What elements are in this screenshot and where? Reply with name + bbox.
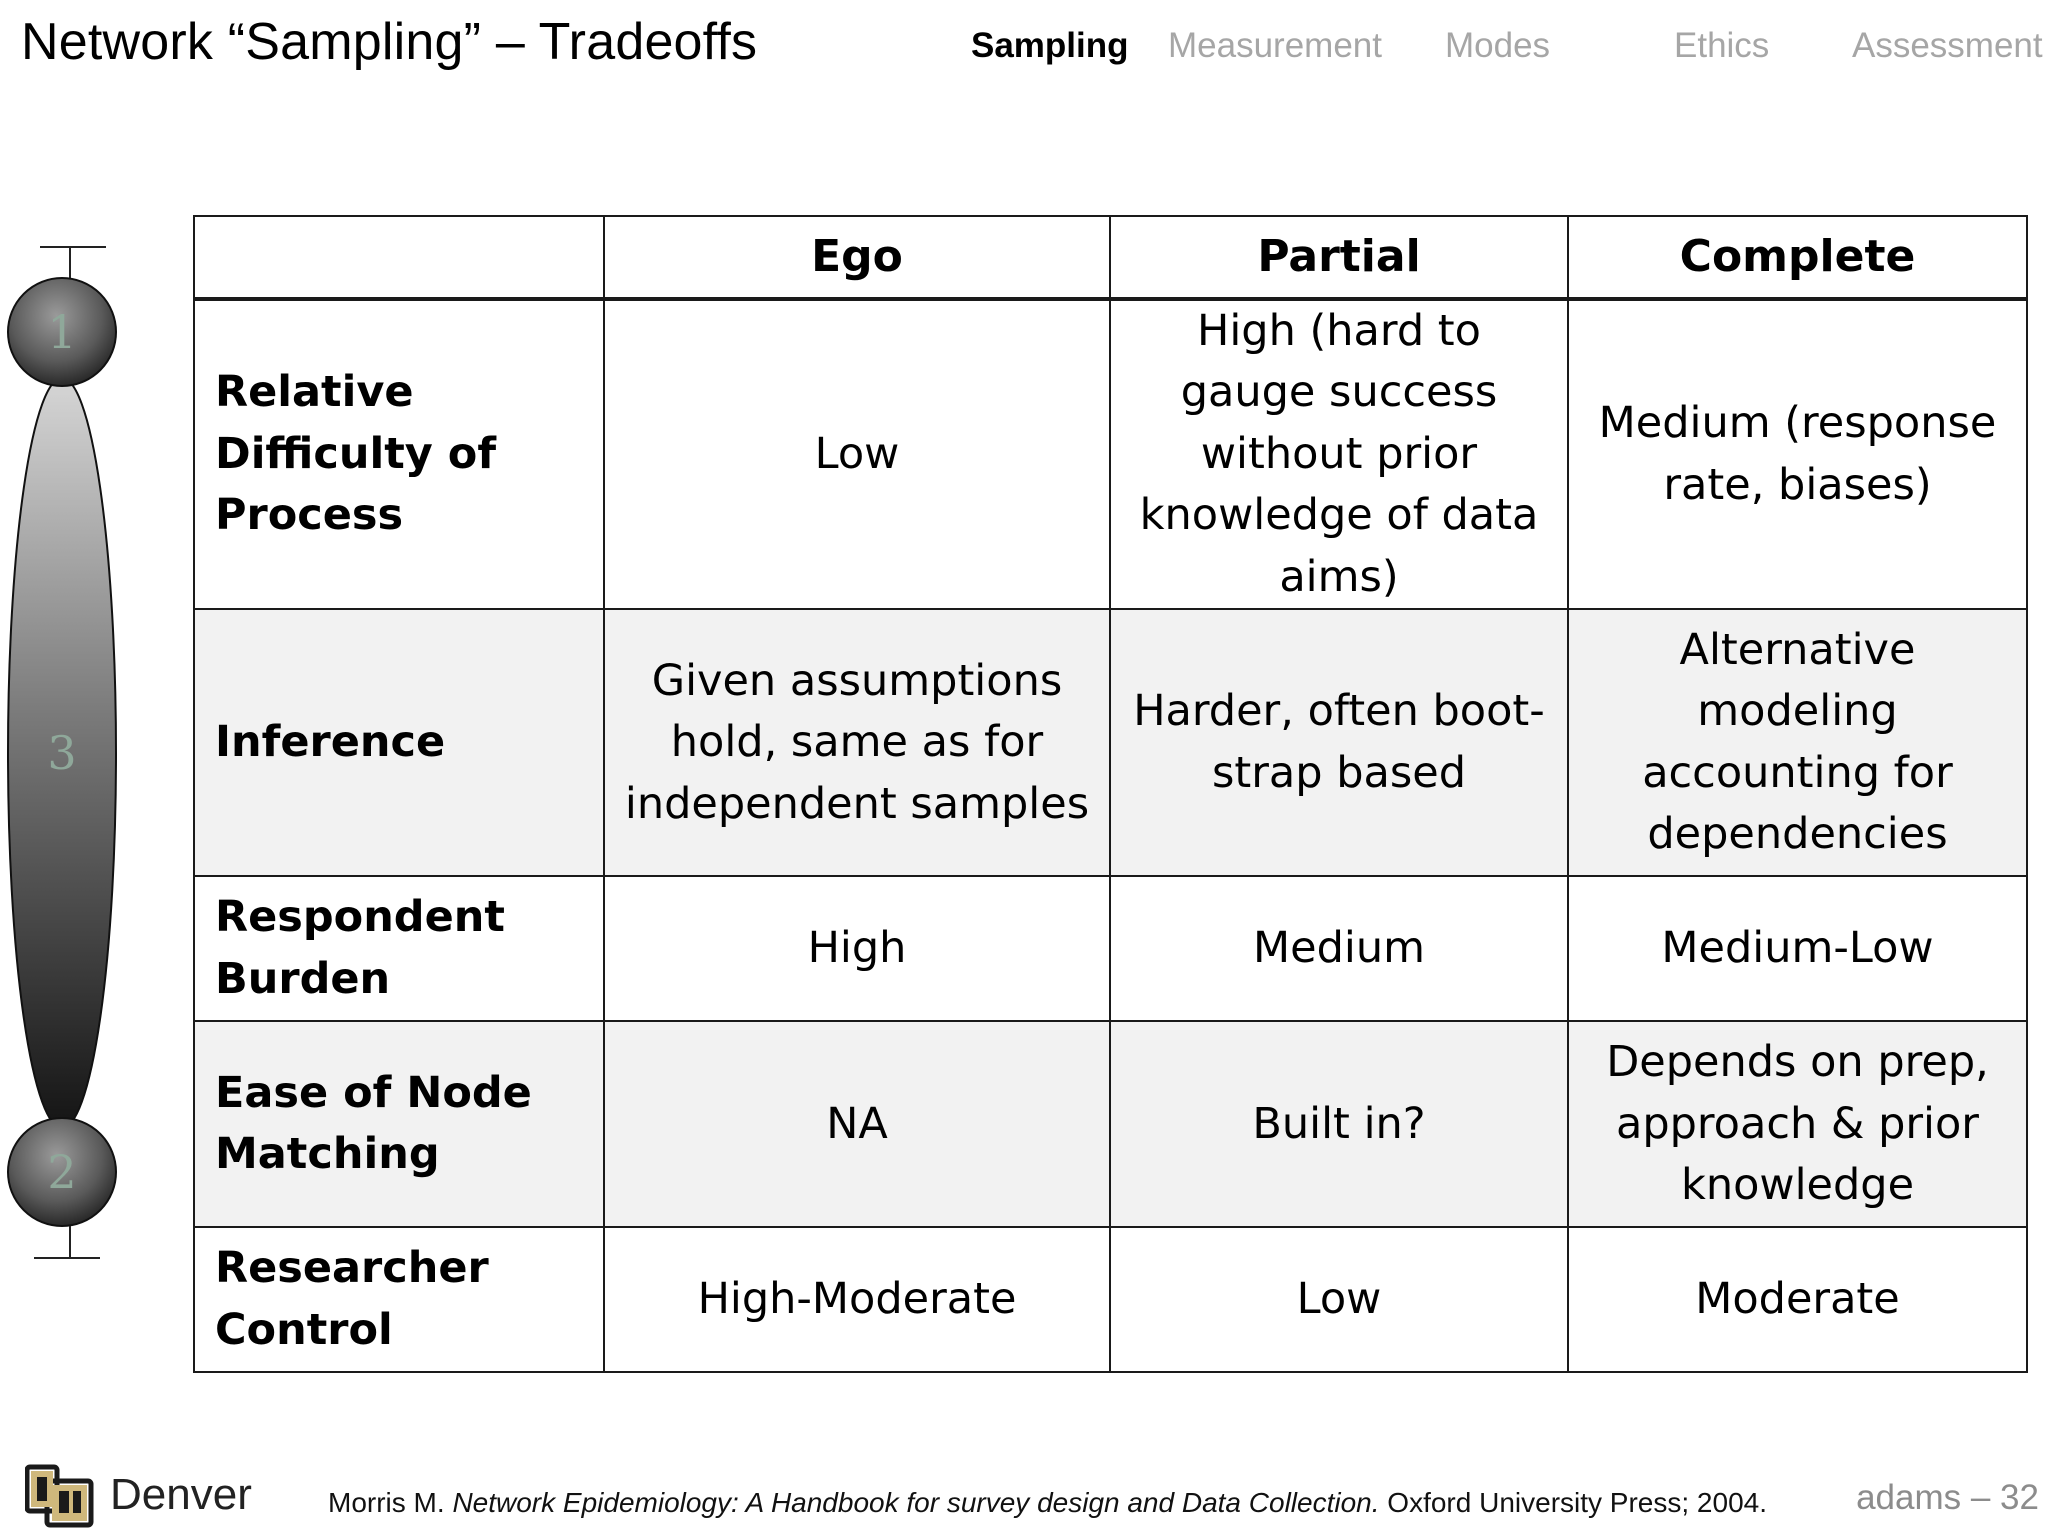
table-cell: Low [1110, 1227, 1568, 1372]
row-label: Inference [194, 609, 604, 876]
tradeoffs-table [193, 215, 2028, 1373]
table-row [194, 1227, 2027, 1372]
header-ego: Ego [604, 216, 1110, 299]
page-number: adams – 32 [1856, 1478, 2039, 1517]
row-label: Researcher Control [194, 1227, 604, 1372]
row-label: Relative Difficulty of Process [194, 299, 604, 609]
table-cell: Medium-Low [1568, 876, 2027, 1021]
node-2-label: 2 [47, 1145, 77, 1199]
table-row [194, 609, 2027, 876]
table-cell: Medium (response rate, biases) [1568, 299, 2027, 609]
table-cell: Moderate [1568, 1227, 2027, 1372]
dyad-diagram [0, 240, 130, 1270]
table-cell: High (hard to gauge success without prior knowledge of data aims) [1110, 299, 1568, 609]
table-cell: Harder, often boot-strap based [1110, 609, 1568, 876]
table-cell: NA [604, 1021, 1110, 1227]
table-row [194, 299, 2027, 609]
table-row [194, 1021, 2027, 1227]
node-3-label: 3 [47, 726, 77, 780]
nav-modes[interactable]: Modes [1445, 26, 1551, 65]
table-cell: Low [604, 299, 1110, 609]
header-partial: Partial [1110, 216, 1568, 299]
table-cell: Given assumptions hold, same as for independent samples [604, 609, 1110, 876]
citation-author: Morris M. [328, 1487, 445, 1518]
table-cell: High [604, 876, 1110, 1021]
table-cell: Medium [1110, 876, 1568, 1021]
citation-title: Network Epidemiology: A Handbook for survey design and Data Collection. [452, 1487, 1380, 1518]
cu-logo-icon [25, 1463, 97, 1531]
header-corner [194, 216, 604, 299]
table-cell: Depends on prep, approach & prior knowledge [1568, 1021, 2027, 1227]
citation-publisher: Oxford University Press; 2004. [1387, 1487, 1767, 1518]
table-cell: Built in? [1110, 1021, 1568, 1227]
nav-sampling[interactable]: Sampling [971, 26, 1129, 65]
institution-name: Denver [110, 1470, 252, 1519]
table-header-row [194, 216, 2027, 299]
citation [328, 1487, 1767, 1519]
table-cell: Alternative modeling accounting for dependencies [1568, 609, 2027, 876]
node-1-label: 1 [47, 305, 77, 359]
nav-assessment[interactable]: Assessment [1852, 26, 2043, 65]
nav-ethics[interactable]: Ethics [1674, 26, 1770, 65]
table-row [194, 876, 2027, 1021]
section-nav [0, 26, 2048, 76]
nav-measurement[interactable]: Measurement [1168, 26, 1382, 65]
slide-title: Network “Sampling” – Tradeoffs [21, 13, 758, 71]
table-cell: High-Moderate [604, 1227, 1110, 1372]
row-label: Respondent Burden [194, 876, 604, 1021]
row-label: Ease of Node Matching [194, 1021, 604, 1227]
header-complete: Complete [1568, 216, 2027, 299]
